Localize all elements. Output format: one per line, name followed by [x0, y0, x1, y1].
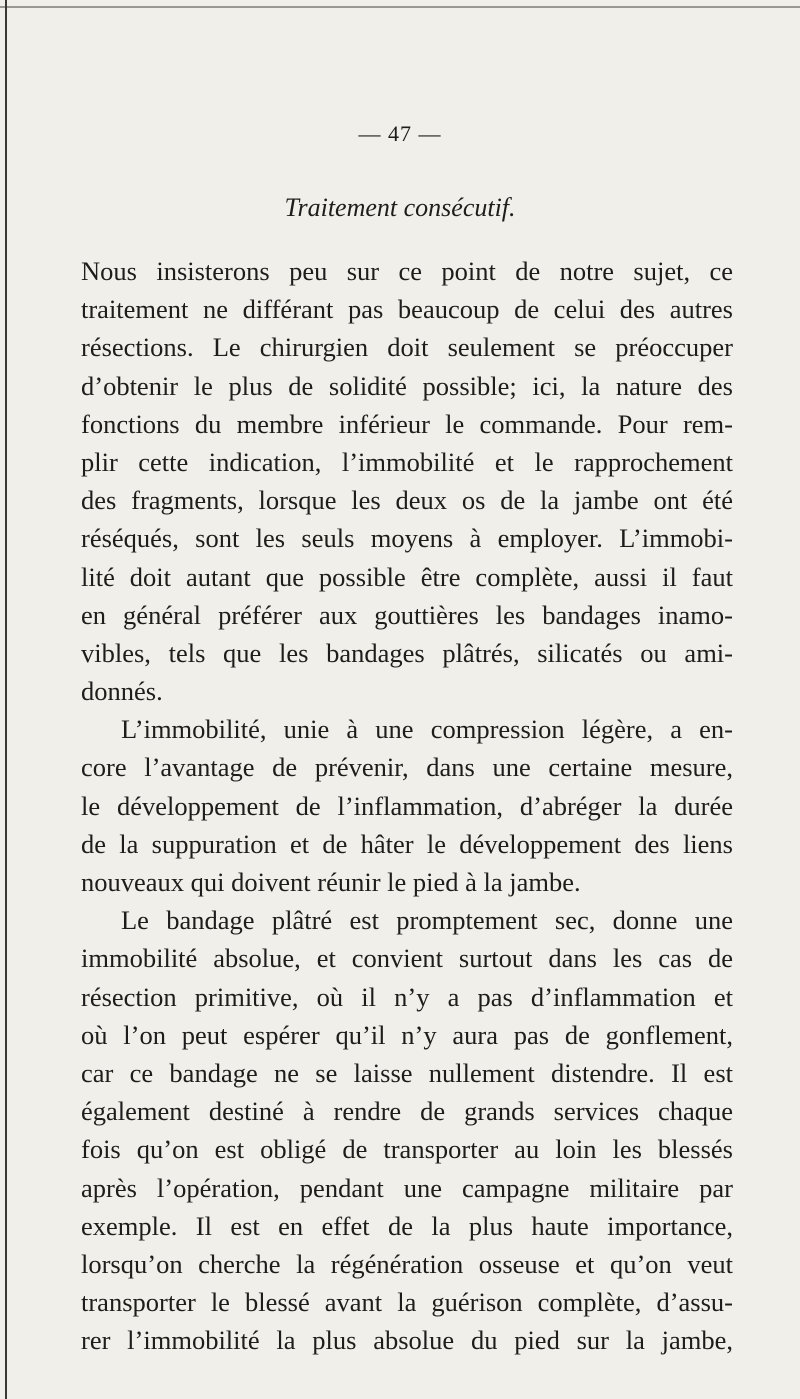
text-line: après l’opération, pendant une campagne militaire par	[81, 1172, 733, 1203]
text-line: résection primitive, où il n’y a pas d’inflammation et	[81, 981, 733, 1012]
text-line: lité doit autant que possible être complète, aussi il faut	[81, 561, 733, 592]
text-line: de la suppuration et de hâter le développement des liens	[81, 828, 733, 859]
text-line: d’obtenir le plus de solidité possible; ici, la nature des	[81, 370, 733, 401]
text-line: L’immobilité, unie à une compression légère, a en-	[121, 714, 733, 745]
text-line: où l’on peut espérer qu’il n’y aura pas de gonflement,	[81, 1019, 733, 1050]
text-line: core l’avantage de prévenir, dans une certaine mesure,	[81, 752, 733, 783]
text-line: réséqués, sont les seuls moyens à employer. L’immobi-	[81, 523, 733, 554]
text-line: des fragments, lorsque les deux os de la jambe ont été	[81, 485, 733, 516]
text-line: le développement de l’inflammation, d’abréger la durée	[81, 790, 733, 821]
text-line: plir cette indication, l’immobilité et le rapprochement	[81, 446, 733, 477]
text-line: également destiné à rendre de grands services chaque	[81, 1096, 733, 1127]
text-line: résections. Le chirurgien doit seulement se préoccuper	[81, 332, 733, 363]
body-text	[81, 252, 733, 1359]
text-line: fonctions du membre inférieur le commande. Pour rem-	[81, 408, 733, 439]
text-line: transporter le blessé avant la guérison complète, d’assu-	[81, 1287, 733, 1318]
text-line: vibles, tels que les bandages plâtrés, silicatés ou ami-	[81, 637, 733, 668]
section-title: Traitement consécutif.	[284, 193, 516, 222]
text-line: en général préférer aux gouttières les bandages inamo-	[81, 599, 733, 630]
text-line: nouveaux qui doivent réunir le pied à la jambe.	[81, 867, 581, 897]
page-number: — 47 —	[358, 121, 442, 146]
text-line: Nous insisterons peu sur ce point de notre sujet, ce	[81, 256, 733, 286]
text-line: exemple. Il est en effet de la plus haute importance,	[81, 1210, 733, 1241]
page-top-edge	[0, 6, 800, 8]
text-line: traitement ne différant pas beaucoup de celui des autres	[81, 294, 733, 325]
text-line: immobilité absolue, et convient surtout dans les cas de	[81, 943, 733, 974]
text-line: car ce bandage ne se laisse nullement distendre. Il est	[81, 1057, 733, 1088]
text-line: fois qu’on est obligé de transporter au loin les blessés	[81, 1134, 733, 1165]
text-line: donnés.	[81, 676, 163, 707]
text-line: rer l’immobilité la plus absolue du pied sur la jambe,	[81, 1325, 733, 1356]
text-line: lorsqu’on cherche la régénération osseuse et qu’on veut	[81, 1248, 733, 1279]
text-line: Le bandage plâtré est promptement sec, donne une	[121, 905, 733, 936]
